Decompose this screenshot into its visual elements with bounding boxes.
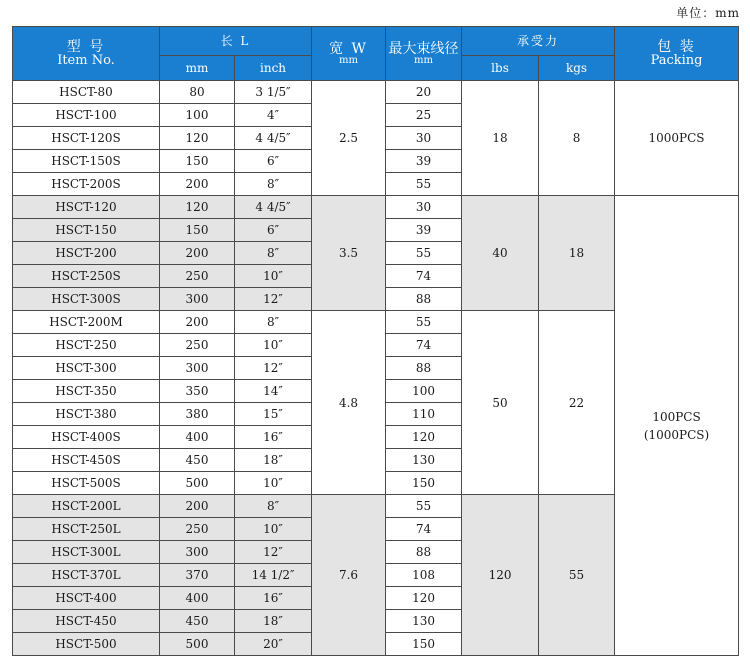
model-cell: HSCT-370L bbox=[13, 564, 160, 587]
model-cell: HSCT-250L bbox=[13, 518, 160, 541]
table-row bbox=[13, 196, 739, 219]
table-body bbox=[13, 81, 739, 656]
header-length: 长 L bbox=[160, 27, 312, 56]
length-inch-cell: 10″ bbox=[235, 472, 312, 495]
header-packing-cn: 包 装 bbox=[657, 39, 696, 55]
bundle-cell: 20 bbox=[386, 81, 462, 104]
table-header bbox=[13, 27, 739, 81]
length-mm-cell: 350 bbox=[160, 380, 235, 403]
model-cell: HSCT-300L bbox=[13, 541, 160, 564]
width-cell: 2.5 bbox=[312, 81, 386, 196]
bundle-cell: 88 bbox=[386, 357, 462, 380]
bundle-cell: 100 bbox=[386, 380, 462, 403]
model-cell: HSCT-350 bbox=[13, 380, 160, 403]
length-mm-cell: 150 bbox=[160, 219, 235, 242]
length-inch-cell: 12″ bbox=[235, 288, 312, 311]
packing-text: 1000PCS bbox=[648, 131, 705, 145]
length-mm-cell: 200 bbox=[160, 311, 235, 334]
bundle-cell: 108 bbox=[386, 564, 462, 587]
length-inch-cell: 14 1/2″ bbox=[235, 564, 312, 587]
length-mm-cell: 370 bbox=[160, 564, 235, 587]
model-cell: HSCT-500 bbox=[13, 633, 160, 656]
header-bundle bbox=[386, 27, 462, 81]
length-inch-cell: 12″ bbox=[235, 541, 312, 564]
length-mm-cell: 500 bbox=[160, 472, 235, 495]
header-model-en: Item No. bbox=[57, 53, 115, 68]
bundle-cell: 55 bbox=[386, 173, 462, 196]
bundle-cell: 74 bbox=[386, 518, 462, 541]
lbs-cell: 40 bbox=[462, 196, 539, 311]
model-cell: HSCT-100 bbox=[13, 104, 160, 127]
length-mm-cell: 300 bbox=[160, 541, 235, 564]
length-mm-cell: 80 bbox=[160, 81, 235, 104]
model-cell: HSCT-500S bbox=[13, 472, 160, 495]
model-cell: HSCT-400S bbox=[13, 426, 160, 449]
header-kgs: kgs bbox=[539, 56, 615, 81]
length-inch-cell: 3 1/5″ bbox=[235, 81, 312, 104]
length-mm-cell: 400 bbox=[160, 587, 235, 610]
header-packing-en: Packing bbox=[650, 53, 703, 68]
kgs-cell: 18 bbox=[539, 196, 615, 311]
kgs-cell: 55 bbox=[539, 495, 615, 656]
model-cell: HSCT-300S bbox=[13, 288, 160, 311]
header-width bbox=[312, 27, 386, 81]
length-inch-cell: 4″ bbox=[235, 104, 312, 127]
packing-text: 100PCS bbox=[652, 409, 701, 424]
bundle-cell: 74 bbox=[386, 334, 462, 357]
bundle-cell: 88 bbox=[386, 288, 462, 311]
header-bundle-label: 最大束线径 bbox=[388, 40, 459, 57]
bundle-cell: 110 bbox=[386, 403, 462, 426]
length-mm-cell: 250 bbox=[160, 265, 235, 288]
model-cell: HSCT-150S bbox=[13, 150, 160, 173]
bundle-cell: 25 bbox=[386, 104, 462, 127]
model-cell: HSCT-200S bbox=[13, 173, 160, 196]
lbs-cell: 50 bbox=[462, 311, 539, 495]
length-mm-cell: 300 bbox=[160, 288, 235, 311]
kgs-cell: 8 bbox=[539, 81, 615, 196]
width-cell: 4.8 bbox=[312, 311, 386, 495]
header-model-cn: 型 号 bbox=[66, 39, 106, 55]
header-model bbox=[13, 27, 160, 81]
header-packing bbox=[615, 27, 739, 81]
bundle-cell: 55 bbox=[386, 495, 462, 518]
bundle-cell: 55 bbox=[386, 311, 462, 334]
packing-cell bbox=[615, 196, 739, 656]
lbs-cell: 18 bbox=[462, 81, 539, 196]
length-mm-cell: 380 bbox=[160, 403, 235, 426]
model-cell: HSCT-450S bbox=[13, 449, 160, 472]
model-cell: HSCT-120S bbox=[13, 127, 160, 150]
length-inch-cell: 10″ bbox=[235, 265, 312, 288]
bundle-cell: 150 bbox=[386, 472, 462, 495]
bundle-cell: 30 bbox=[386, 196, 462, 219]
model-cell: HSCT-80 bbox=[13, 81, 160, 104]
length-mm-cell: 120 bbox=[160, 196, 235, 219]
bundle-cell: 55 bbox=[386, 242, 462, 265]
bundle-cell: 74 bbox=[386, 265, 462, 288]
width-cell: 7.6 bbox=[312, 495, 386, 656]
table-row bbox=[13, 81, 739, 104]
length-mm-cell: 450 bbox=[160, 610, 235, 633]
length-inch-cell: 8″ bbox=[235, 311, 312, 334]
header-lbs: lbs bbox=[462, 56, 539, 81]
bundle-cell: 88 bbox=[386, 541, 462, 564]
length-inch-cell: 18″ bbox=[235, 449, 312, 472]
length-mm-cell: 250 bbox=[160, 518, 235, 541]
bundle-cell: 130 bbox=[386, 449, 462, 472]
length-inch-cell: 4 4/5″ bbox=[235, 196, 312, 219]
length-inch-cell: 6″ bbox=[235, 150, 312, 173]
length-mm-cell: 200 bbox=[160, 242, 235, 265]
header-tensile: 承受力 bbox=[462, 27, 615, 56]
length-mm-cell: 400 bbox=[160, 426, 235, 449]
header-length-mm: mm bbox=[160, 56, 235, 81]
length-inch-cell: 10″ bbox=[235, 334, 312, 357]
length-mm-cell: 450 bbox=[160, 449, 235, 472]
length-inch-cell: 20″ bbox=[235, 633, 312, 656]
length-inch-cell: 8″ bbox=[235, 242, 312, 265]
header-width-label: 宽 W bbox=[329, 40, 368, 57]
packing-text-alt: (1000PCS) bbox=[643, 427, 710, 442]
length-mm-cell: 200 bbox=[160, 173, 235, 196]
model-cell: HSCT-250 bbox=[13, 334, 160, 357]
model-cell: HSCT-150 bbox=[13, 219, 160, 242]
model-cell: HSCT-380 bbox=[13, 403, 160, 426]
packing-cell bbox=[615, 81, 739, 196]
bundle-cell: 120 bbox=[386, 426, 462, 449]
header-bundle-unit: mm bbox=[414, 54, 433, 66]
bundle-cell: 120 bbox=[386, 587, 462, 610]
kgs-cell: 22 bbox=[539, 311, 615, 495]
model-cell: HSCT-200M bbox=[13, 311, 160, 334]
width-cell: 3.5 bbox=[312, 196, 386, 311]
length-inch-cell: 16″ bbox=[235, 587, 312, 610]
model-cell: HSCT-250S bbox=[13, 265, 160, 288]
length-inch-cell: 4 4/5″ bbox=[235, 127, 312, 150]
header-length-inch: inch bbox=[235, 56, 312, 81]
length-mm-cell: 300 bbox=[160, 357, 235, 380]
model-cell: HSCT-200L bbox=[13, 495, 160, 518]
length-mm-cell: 250 bbox=[160, 334, 235, 357]
length-inch-cell: 16″ bbox=[235, 426, 312, 449]
bundle-cell: 130 bbox=[386, 610, 462, 633]
length-mm-cell: 500 bbox=[160, 633, 235, 656]
length-inch-cell: 8″ bbox=[235, 495, 312, 518]
model-cell: HSCT-450 bbox=[13, 610, 160, 633]
length-inch-cell: 8″ bbox=[235, 173, 312, 196]
length-inch-cell: 14″ bbox=[235, 380, 312, 403]
bundle-cell: 39 bbox=[386, 150, 462, 173]
spec-table bbox=[12, 26, 739, 656]
length-mm-cell: 120 bbox=[160, 127, 235, 150]
model-cell: HSCT-400 bbox=[13, 587, 160, 610]
lbs-cell: 120 bbox=[462, 495, 539, 656]
model-cell: HSCT-300 bbox=[13, 357, 160, 380]
length-inch-cell: 6″ bbox=[235, 219, 312, 242]
model-cell: HSCT-120 bbox=[13, 196, 160, 219]
length-inch-cell: 18″ bbox=[235, 610, 312, 633]
bundle-cell: 150 bbox=[386, 633, 462, 656]
unit-label: 单位：mm bbox=[676, 6, 740, 20]
model-cell: HSCT-200 bbox=[13, 242, 160, 265]
length-mm-cell: 200 bbox=[160, 495, 235, 518]
header-width-unit: mm bbox=[339, 54, 358, 66]
length-inch-cell: 10″ bbox=[235, 518, 312, 541]
length-inch-cell: 12″ bbox=[235, 357, 312, 380]
bundle-cell: 30 bbox=[386, 127, 462, 150]
bundle-cell: 39 bbox=[386, 219, 462, 242]
length-inch-cell: 15″ bbox=[235, 403, 312, 426]
length-mm-cell: 100 bbox=[160, 104, 235, 127]
length-mm-cell: 150 bbox=[160, 150, 235, 173]
